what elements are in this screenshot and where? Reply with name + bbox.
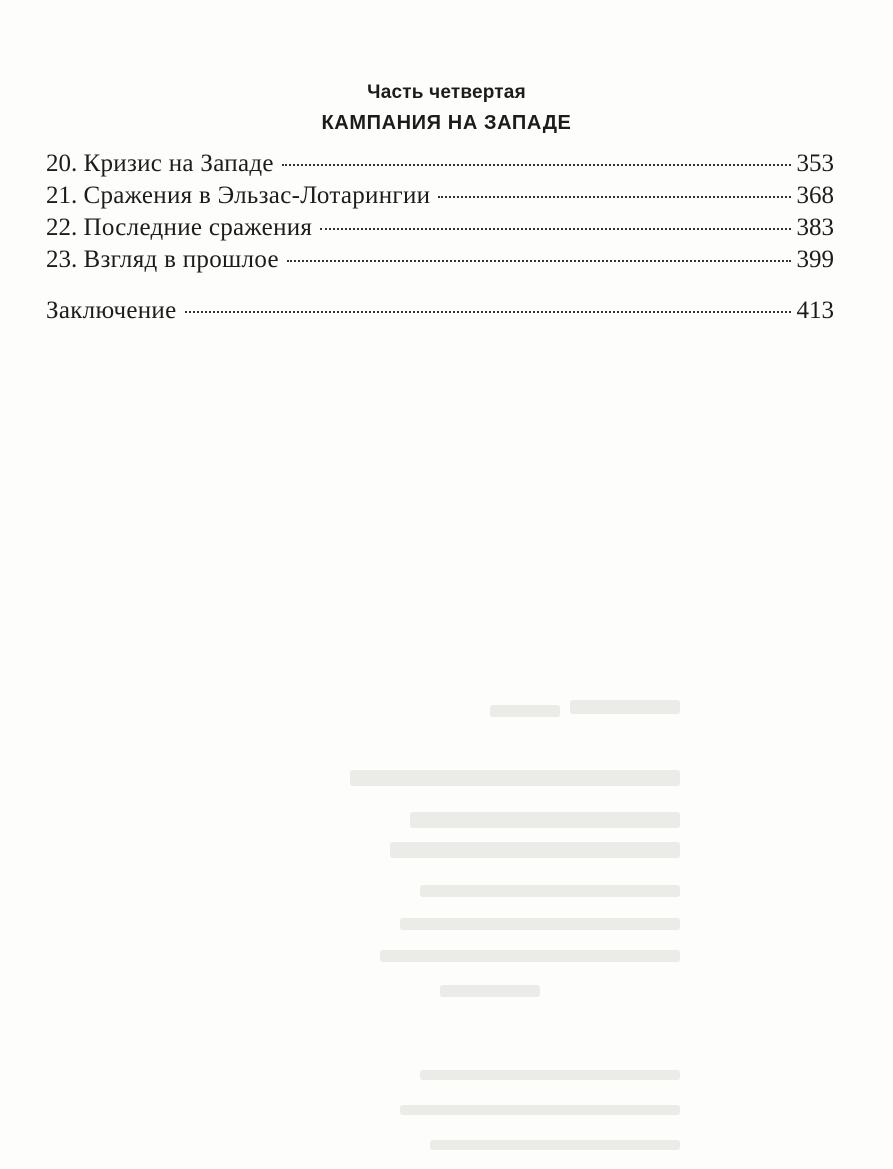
part-label: Часть четвертая xyxy=(367,82,526,103)
toc-entry-page: 383 xyxy=(796,214,834,241)
toc-entry-label: Заключение xyxy=(46,297,177,324)
toc-entry-number: 21. xyxy=(46,182,84,209)
toc-entry-number: 22. xyxy=(46,214,84,241)
toc-entry-page: 413 xyxy=(796,297,834,324)
toc-dot-leader xyxy=(287,260,791,262)
toc-entry-label: Кризис на Западе xyxy=(83,150,274,177)
toc-entry-label: Сражения в Эльзас-Лотарингии xyxy=(83,182,431,209)
toc-entry-page: 353 xyxy=(796,150,834,177)
table-of-contents xyxy=(46,148,834,327)
toc-entry-page: 399 xyxy=(796,246,834,273)
toc-dot-leader xyxy=(320,228,790,230)
part-title: КАМПАНИЯ НА ЗАПАДЕ xyxy=(321,112,572,134)
toc-entry-label: Взгляд в прошлое xyxy=(83,246,279,273)
toc-dot-leader xyxy=(185,311,791,313)
toc-dot-leader xyxy=(438,196,790,198)
toc-entry-number: 20. xyxy=(46,150,84,177)
toc-entry-label: Последние сражения xyxy=(83,214,313,241)
toc-entry-20 xyxy=(46,148,834,180)
toc-entry-21 xyxy=(46,180,834,212)
toc-entry-23 xyxy=(46,244,834,276)
toc-entry-page: 368 xyxy=(796,182,834,209)
toc-entry-number: 23. xyxy=(46,246,84,273)
toc-entry-22 xyxy=(46,212,834,244)
toc-dot-leader xyxy=(282,164,791,166)
toc-entry-conclusion xyxy=(46,295,834,327)
